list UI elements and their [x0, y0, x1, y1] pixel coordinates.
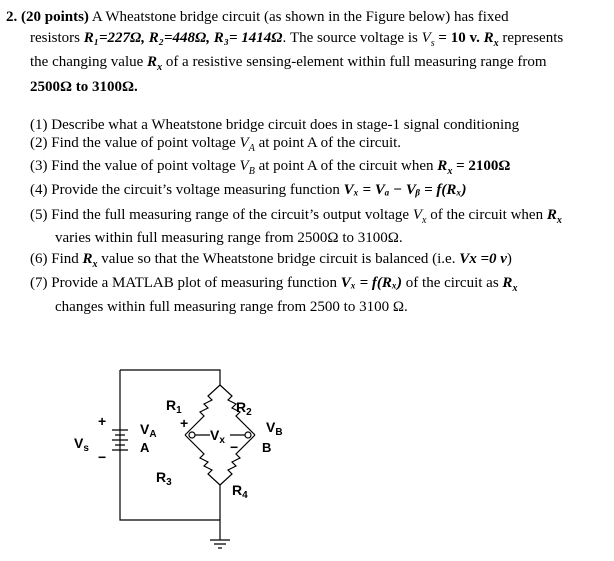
q6-cond: Vx =0 v	[459, 251, 507, 267]
label-minus-vs: −	[98, 449, 107, 465]
q2-var: V	[239, 135, 249, 151]
vs-sub: s	[430, 38, 435, 49]
label-a: A	[140, 440, 150, 455]
q2-suffix: at point A of the circuit.	[254, 135, 402, 151]
question-2	[30, 134, 401, 152]
r3-value: R₃= 1414Ω	[213, 30, 283, 46]
intro-2c: represents	[498, 30, 564, 46]
label-vs: $V_s$	[74, 435, 89, 454]
question-7-cont: changes within full measuring range from 2500 to 3100 Ω.	[55, 299, 408, 315]
outer-wire-left	[120, 370, 220, 525]
intro-3b: of a resistive sensing-element within full measuring range from	[162, 54, 547, 70]
q5-var: V	[412, 207, 422, 223]
problem-header	[6, 8, 509, 26]
q4-formula: Vₓ = Vₐ − Vᵦ = f(Rₓ)	[343, 182, 467, 198]
terminal-a-icon	[189, 432, 195, 438]
label-vb: $V_B$	[266, 419, 283, 438]
outer-wire-top	[120, 370, 220, 385]
label-b: B	[262, 440, 272, 455]
label-va: $V_A$	[140, 421, 157, 440]
q6-suffix: value so that the Wheatstone bridge circuit is balanced (i.e.	[97, 251, 460, 267]
q5-cond-sub: x	[556, 215, 562, 226]
q3-cond-val: = 2100Ω	[452, 158, 511, 174]
q3-sub: B	[248, 166, 255, 177]
intro-2b: . The source voltage is	[282, 30, 422, 46]
vs-value: = 10 v.	[434, 30, 480, 46]
q5-prefix: (5) Find the full measuring range of the circuit’s output voltage	[30, 207, 413, 223]
intro-line-2	[30, 29, 563, 47]
intro-2a: resistors	[30, 30, 84, 46]
q5-cond: R	[546, 207, 557, 223]
label-r3: $R_3$	[156, 469, 172, 488]
q7-cond-sub: x	[512, 283, 518, 294]
q5-suffix: of the circuit when	[426, 207, 547, 223]
range-line: 2500Ω to 3100Ω.	[30, 79, 138, 95]
q3-var: V	[239, 158, 249, 174]
intro-3a: the changing value	[30, 54, 148, 70]
question-5-cont: varies within full measuring range from 2500Ω to 3100Ω.	[55, 230, 403, 246]
ground-icon	[210, 525, 230, 548]
question-5	[30, 206, 562, 224]
q6-close: )	[506, 251, 512, 267]
q3-cond-sub: x	[447, 166, 453, 177]
q5-sub: x	[422, 215, 427, 226]
rx-sub: x	[493, 38, 499, 49]
question-6	[30, 250, 512, 268]
q7-suffix: of the circuit as	[402, 275, 503, 291]
label-plus-vs: +	[98, 413, 107, 429]
q7-prefix: (7) Provide a MATLAB plot of measuring function	[30, 275, 341, 291]
q3-cond: R	[437, 158, 448, 174]
question-3	[30, 157, 510, 175]
q2-prefix: (2) Find the value of point voltage	[30, 135, 240, 151]
q6-prefix: (6) Find	[30, 251, 83, 267]
intro-line-3	[30, 53, 547, 71]
q4-prefix: (4) Provide the circuit’s voltage measuring function	[30, 182, 344, 198]
r2-value: R₂=448Ω,	[148, 30, 214, 46]
terminal-b-icon	[245, 432, 251, 438]
label-minus-vx: −	[230, 439, 239, 455]
q2-sub: A	[248, 143, 255, 154]
label-r4: $R_4$	[232, 482, 248, 501]
problem-number: 2.	[6, 9, 18, 25]
q6-var: R	[82, 251, 93, 267]
label-plus-vx: +	[180, 415, 189, 431]
wheatstone-bridge-diagram	[70, 360, 310, 560]
intro-line-1: A Wheatstone bridge circuit (as shown in the Figure below) has fixed	[88, 9, 509, 25]
label-r1: $R_1$	[166, 397, 182, 416]
q6-sub: x	[92, 259, 98, 270]
r1-value: R₁=227Ω,	[83, 30, 149, 46]
vs-symbol: V	[421, 30, 431, 46]
question-1-text: (1) Describe what a Wheatstone bridge circuit does in stage-1 signal conditioning	[30, 117, 520, 133]
problem-points: (20 points)	[21, 9, 89, 25]
rx-symbol: R	[479, 30, 494, 46]
question-1	[30, 116, 519, 134]
q7-cond: R	[502, 275, 513, 291]
q3-suffix: at point A of the circuit when	[254, 158, 438, 174]
label-vx: $V_x$	[210, 427, 225, 446]
question-4	[30, 181, 466, 199]
question-7	[30, 274, 517, 292]
rx-symbol-2: R	[147, 54, 158, 70]
label-r2: $R_2$	[236, 399, 252, 418]
q3-prefix: (3) Find the value of point voltage	[30, 158, 240, 174]
rx-sub-2: x	[157, 62, 163, 73]
q7-formula: Vₓ = f(Rₓ)	[340, 275, 403, 291]
